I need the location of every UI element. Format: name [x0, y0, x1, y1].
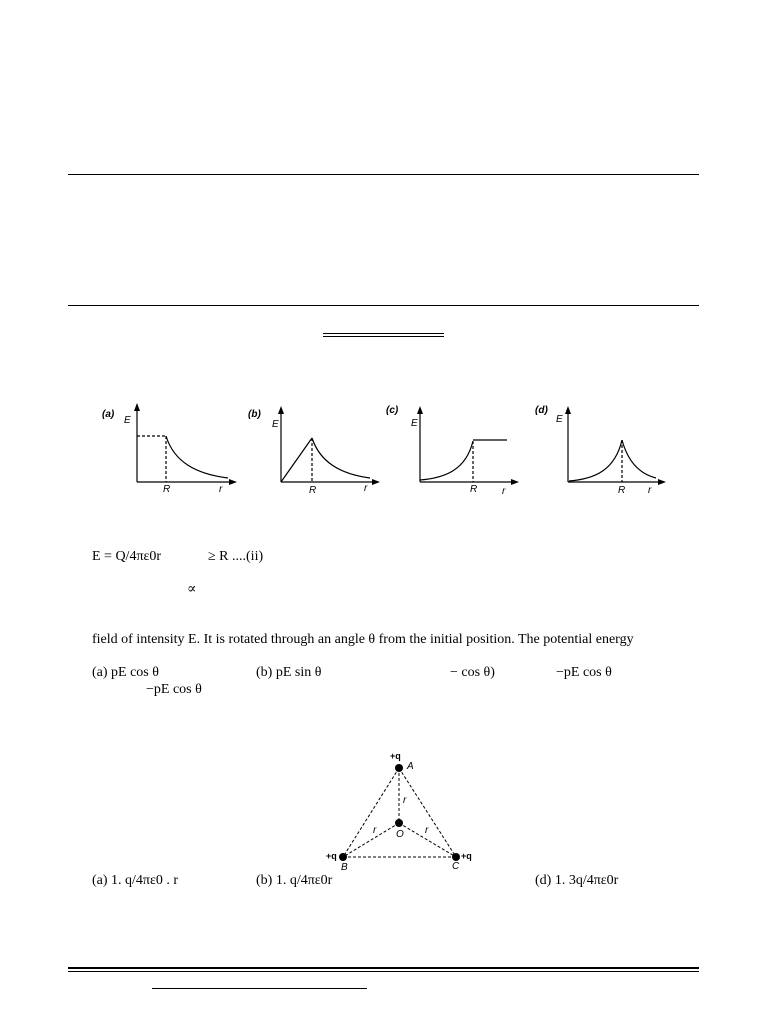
question2-option-c: − cos θ) [450, 665, 495, 680]
graph-a-r-mark: R [163, 484, 171, 495]
proportional-symbol: ∝ [187, 582, 197, 597]
question2-stem: field of intensity E. It is rotated through an angle θ from the initial position. The potential energy [92, 632, 634, 647]
question3-option-d: (d) 1. 3q/4πε0r [535, 873, 619, 888]
graph-d-y-arrow [565, 406, 571, 414]
charge-a-dot [395, 764, 403, 772]
graph-b-curve [312, 438, 370, 478]
graph-b-label: (b) [248, 409, 261, 420]
solution-equation: E = Q/4πε0r [92, 549, 162, 564]
vertex-b-label: B [341, 862, 348, 873]
charge-a-label: +q [390, 751, 401, 761]
solution-condition: ≥ R ....(ii) [208, 549, 264, 564]
graph-a-y-arrow [134, 403, 140, 411]
graph-d-r-mark: R [618, 485, 626, 496]
footer-rule-2 [68, 971, 699, 972]
header-rule-bottom [68, 305, 699, 306]
question2-option-a: (a) pE cos θ [92, 665, 159, 680]
question2-option-b: (b) pE sin θ [256, 665, 322, 680]
graph-c-r-mark: R [470, 484, 478, 495]
graph-c-label: (c) [386, 405, 399, 416]
graph-a-x-arrow [229, 479, 237, 485]
side-ab [343, 768, 399, 857]
graph-a-label: (a) [102, 409, 115, 420]
graph-d-label: (d) [535, 405, 548, 416]
graph-d-ylabel: E [556, 414, 563, 425]
charge-c-dot [452, 853, 460, 861]
charge-b-label: +q [326, 851, 337, 861]
title-underline-2 [323, 336, 444, 337]
distance-oc-label: r [425, 825, 429, 836]
graph-b-rise [281, 438, 312, 482]
line-ob [343, 823, 399, 857]
title-underline-1 [323, 333, 444, 334]
graph-c-curve [420, 441, 473, 480]
side-ac [399, 768, 456, 857]
graph-d-curve-right [622, 440, 656, 478]
graph-a-ylabel: E [124, 415, 131, 426]
graph-d-x-arrow [658, 479, 666, 485]
vertex-c-label: C [452, 861, 460, 872]
graph-c-x-arrow [511, 479, 519, 485]
header-rule-top [68, 174, 699, 175]
question3-option-b: (b) 1. q/4πε0r [256, 873, 333, 888]
graph-d-xlabel: r [648, 485, 652, 496]
question3-option-a: (a) 1. q/4πε0 . r [92, 873, 179, 888]
center-o-dot [395, 819, 403, 827]
footer-rule-1 [68, 967, 699, 969]
graph-b-r-mark: R [309, 485, 317, 496]
question2-answer: −pE cos θ [146, 682, 202, 697]
graph-c-xlabel: r [502, 486, 506, 497]
graph-b-y-arrow [278, 406, 284, 414]
graph-a-curve [166, 436, 228, 478]
graph-a-xlabel: r [219, 484, 223, 495]
center-o-label: O [396, 829, 404, 840]
graph-c-y-arrow [417, 406, 423, 414]
graph-c-ylabel: E [411, 418, 418, 429]
graph-b-xlabel: r [364, 483, 368, 494]
graph-b-x-arrow [372, 479, 380, 485]
charge-c-label: +q [461, 851, 472, 861]
distance-oa-label: r [403, 795, 407, 806]
question2-option-d: −pE cos θ [556, 665, 612, 680]
charge-b-dot [339, 853, 347, 861]
distance-ob-label: r [373, 825, 377, 836]
graph-b-ylabel: E [272, 419, 279, 430]
footnote-rule [152, 988, 367, 989]
vertex-a-label: A [407, 761, 414, 772]
graph-d-curve-left [569, 440, 622, 481]
